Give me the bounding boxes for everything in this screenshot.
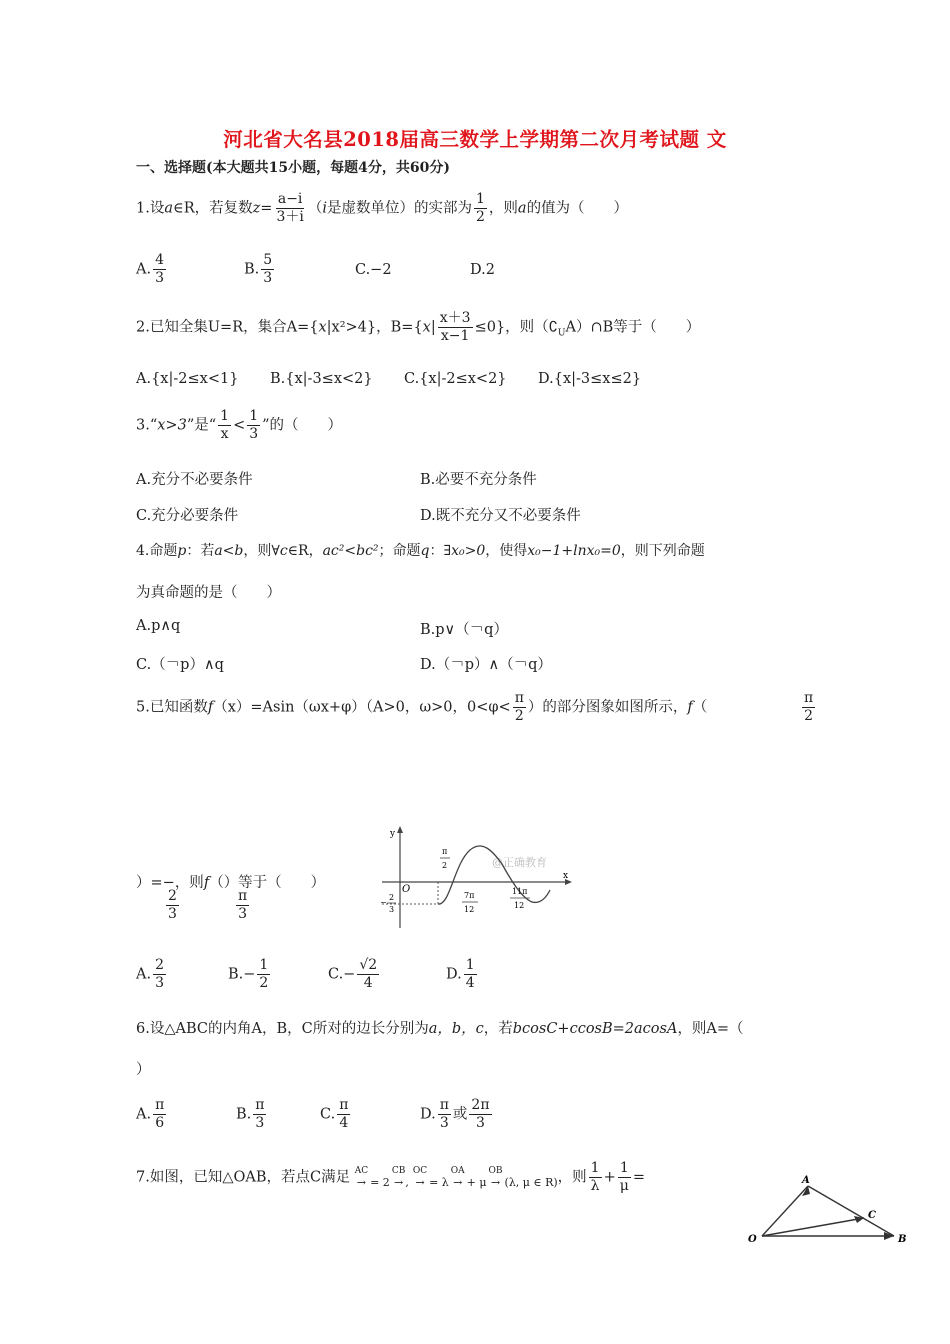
question-5-option-d: D. $\frac{1}{4}$ xyxy=(446,957,475,991)
sine-curve xyxy=(438,846,550,904)
question-1-option-b: B. $\frac{5}{3}$ xyxy=(244,252,273,286)
question-1-stem: 1.设a∈R，若复数z= $\frac{a-i}{3+i}$ （i是虚数单位）的实部为 $\frac{1}{2}$ ，则a的值为（ ） xyxy=(136,191,629,225)
question-2-option-a: A.{x|-2≤x<1} xyxy=(136,371,239,387)
triangle-oab-figure xyxy=(744,1172,914,1248)
fraction: $\frac{1}{2}$ xyxy=(475,191,485,225)
question-3-stem: 3.“x>3”是“ $\frac{1}{x}$ < $\frac{1}{3}$ ”的（ ） xyxy=(136,408,343,442)
section-heading: 一、选择题(本大题共15小题，每题4分，共60分) xyxy=(136,160,450,176)
question-6-option-d: D. $\frac{\pi}{3}$ 或 $\frac{2\pi}{3}$ xyxy=(420,1097,490,1131)
question-5-option-b: B.− $\frac{1}{2}$ xyxy=(228,957,269,991)
question-2-option-b: B.{x|-3≤x<2} xyxy=(270,371,373,387)
y-value-den: 3 xyxy=(389,905,395,914)
tick-11pi-12-den: 12 xyxy=(514,901,525,910)
question-6-stem-line2: ） xyxy=(136,1062,151,1078)
question-1-option-a: A. $\frac{4}{3}$ xyxy=(136,252,165,286)
question-6-option-b: B. $\frac{\pi}{3}$ xyxy=(236,1097,265,1131)
tick-pi-2-num: π xyxy=(442,847,448,856)
question-6-stem: 6.设△ABC的内角A，B，C所对的边长分别为a，b，c，若bcosC+ccosB=2acosA，则A=（ xyxy=(136,1021,744,1037)
question-3-option-c: C.充分必要条件 xyxy=(136,508,239,524)
watermark: @正确教育 xyxy=(492,856,547,869)
y-axis-label: y xyxy=(390,829,396,839)
point-o-label: O xyxy=(748,1234,757,1245)
point-b-label: B xyxy=(898,1234,907,1245)
question-5-frac-below-2: $\frac{\pi}{3}$ xyxy=(238,888,248,922)
question-2-stem: 2.已知全集U=R，集合A={x|x²>4}，B={x| $\frac{x+3}{x-1}$ ≤0}，则$(∁_UA)\cap B$等于（ ） xyxy=(136,310,701,344)
question-3-option-a: A.充分不必要条件 xyxy=(136,472,253,488)
question-4-stem: 4.命题p：若a<b，则∀c∈R，ac²<bc²；命题q：∃x₀>0，使得x₀−1+lnx₀=0，则下列命题 xyxy=(136,543,705,559)
vector-equation: AC → = 2 CB → , OC → = λ OA → + μ OB → (λ, μ ∈ R) xyxy=(354,1166,558,1189)
question-5-option-a: A. $\frac{2}{3}$ xyxy=(136,957,165,991)
question-5-pi-over-2: $\frac{\pi}{2}$ xyxy=(804,690,814,724)
question-6-option-a: A. $\frac{\pi}{6}$ xyxy=(136,1097,165,1131)
question-6-option-c: C. $\frac{\pi}{4}$ xyxy=(320,1097,349,1131)
fraction: $\frac{a-i}{3+i}$ xyxy=(276,191,304,225)
question-4-option-b: B.p∨（￢q） xyxy=(420,622,508,638)
question-2-option-c: C.{x|-2≤x<2} xyxy=(404,371,507,387)
question-4-option-a: A.p∧q xyxy=(136,618,181,634)
page-title: 河北省大名县2018届高三数学上学期第二次月考试题 文 xyxy=(223,128,727,151)
question-4-option-d: D.（￢p）∧（￢q） xyxy=(420,657,552,673)
question-5-frac-below-1: $\frac{2}{3}$ xyxy=(168,888,177,922)
x-axis-label: x xyxy=(563,871,569,881)
fraction: $\frac{x+3}{x-1}$ xyxy=(439,310,471,344)
question-5-stem-cont: ）=−，则f（）等于（ ） xyxy=(136,875,326,891)
point-a-label: A xyxy=(802,1175,810,1186)
sine-graph-figure xyxy=(378,824,576,932)
question-7-stem: 7.如图，已知△OAB，若点C满足 AC → = 2 CB → , OC → = λ OA → + μ OB → (λ, μ ∈ R) ，则 $\frac{1}{\lambda}$ + $\frac{1}{\mu}$ = xyxy=(136,1160,645,1194)
question-1-option-d: D.2 xyxy=(470,262,495,278)
tick-11pi-12-num: 11π xyxy=(512,887,528,896)
tick-7pi-12-num: 7π xyxy=(464,891,475,900)
y-axis-arrow xyxy=(397,826,403,833)
origin-label: O xyxy=(402,884,411,895)
question-4-stem-line2: 为真命题的是（ ） xyxy=(136,585,281,601)
y-value-num: 2 xyxy=(389,893,395,902)
point-c-label: C xyxy=(868,1210,876,1221)
question-2-option-d: D.{x|-3≤x≤2} xyxy=(538,371,642,387)
question-4-option-c: C.（￢p）∧q xyxy=(136,657,224,673)
question-5-stem: 5.已知函数f（x）=Asin（ωx+φ）（A>0，ω>0，0<φ< $\frac{\pi}{2}$ ）的部分图象如图所示，f（ xyxy=(136,690,708,724)
question-3-option-d: D.既不充分又不必要条件 xyxy=(420,508,581,524)
tick-7pi-12-den: 12 xyxy=(464,905,475,914)
question-5-option-c: C.− $\frac{√2}{4}$ xyxy=(328,957,378,991)
y-value-sign: − xyxy=(380,898,387,907)
question-3-option-b: B.必要不充分条件 xyxy=(420,472,537,488)
tick-pi-2-den: 2 xyxy=(442,861,448,870)
question-1-option-c: C.−2 xyxy=(355,262,392,278)
